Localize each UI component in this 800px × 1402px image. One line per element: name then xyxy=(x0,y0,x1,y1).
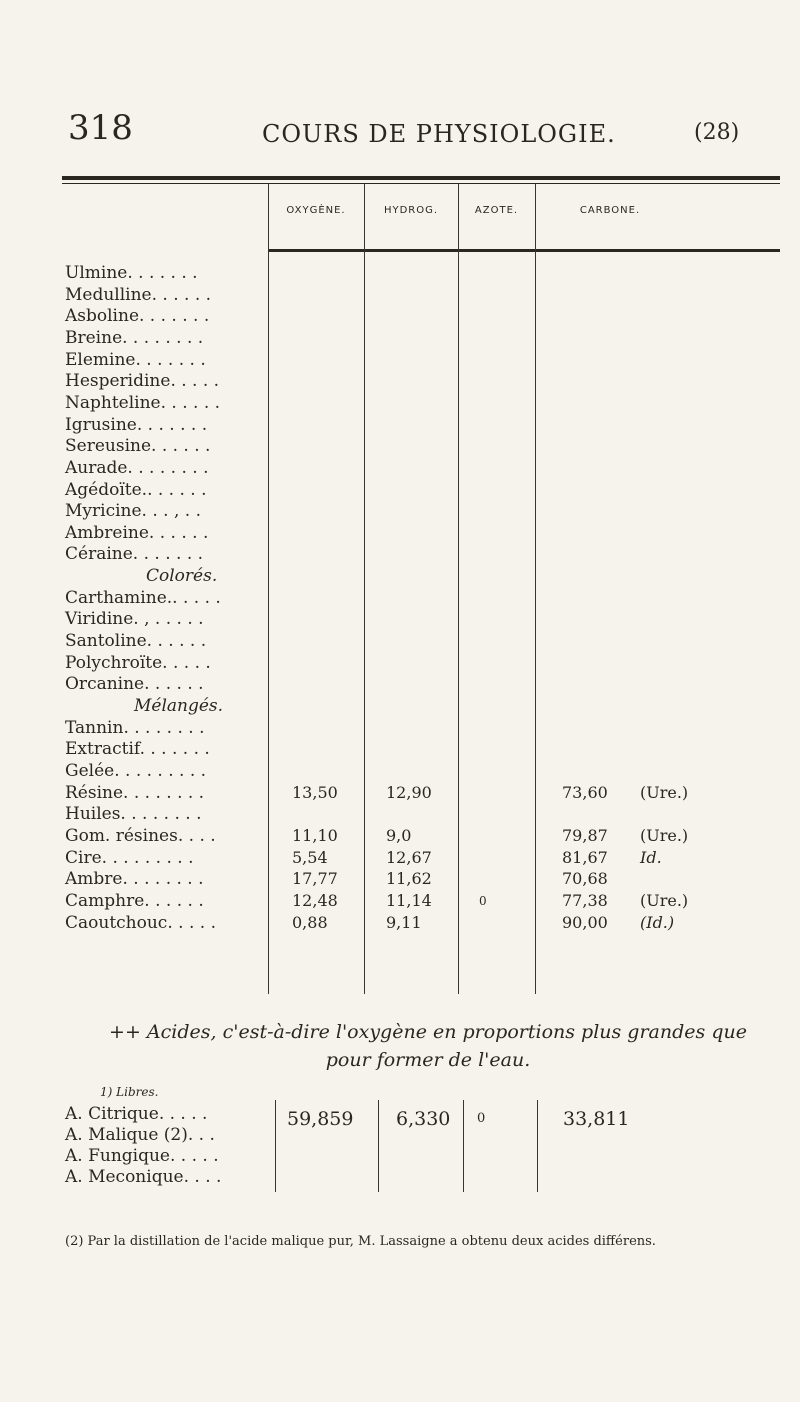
acids-oxygene: 59,859 xyxy=(287,1108,354,1130)
row-label: Céraine. . . . . . . xyxy=(65,544,204,565)
row-label: Asboline. . . . . . . xyxy=(65,306,210,327)
acids-heading-line1: Acides, c'est-à-dire l'oxygène en proportions plus grandes que xyxy=(146,1021,747,1043)
row-label: Carthamine.. . . . . xyxy=(65,587,221,608)
row-label: Polychroïte. . . . . xyxy=(65,652,211,673)
acids-azote: 0 xyxy=(477,1111,486,1126)
cell-source-note: (Id.) xyxy=(640,912,675,932)
row-label: Viridine. , . . . . . xyxy=(65,609,204,630)
acids-column-divider xyxy=(275,1100,276,1192)
page-header xyxy=(0,108,800,168)
acid-row: A. Fungique. . . . . xyxy=(65,1146,219,1166)
acids-column-divider xyxy=(378,1100,379,1192)
row-label: Résine. . . . . . . . xyxy=(65,782,205,803)
acid-row: A. Citrique. . . . . xyxy=(65,1104,208,1124)
row-label: Breine. . . . . . . . xyxy=(65,327,204,348)
column-header-azote: AZOTE. xyxy=(474,205,519,216)
acids-carbone: 33,811 xyxy=(563,1108,630,1130)
cell-carbone: 77,38 xyxy=(562,890,608,910)
cell-hydrogene: 11,62 xyxy=(386,869,432,889)
category-heading: Colorés. xyxy=(146,566,218,587)
acid-row: A. Malique (2). . . xyxy=(65,1125,215,1145)
row-label: Gom. résines. . . . xyxy=(65,825,216,846)
cell-source-note: (Ure.) xyxy=(640,890,689,910)
row-label: Naphteline. . . . . . xyxy=(65,392,221,413)
cell-oxygene: 17,77 xyxy=(292,869,338,889)
row-label: Gelée. . . . . . . . . xyxy=(65,760,207,781)
row-label: Elemine. . . . . . . xyxy=(65,349,206,370)
cell-hydrogene: 9,11 xyxy=(386,912,422,932)
row-label: Santoline. . . . . . xyxy=(65,631,207,652)
row-label: Caoutchouc. . . . . xyxy=(65,912,216,933)
row-label: Hesperidine. . . . . xyxy=(65,371,220,392)
acids-mark: ++ xyxy=(109,1021,141,1043)
column-divider xyxy=(268,184,269,994)
column-divider xyxy=(458,184,459,994)
column-header-carbone: CARBONE. xyxy=(579,205,641,216)
category-heading: Mélangés. xyxy=(134,696,224,716)
row-label: Camphre. . . . . . xyxy=(65,890,204,911)
row-label: Igrusine. . . . . . . xyxy=(65,414,208,435)
cell-oxygene: 5,54 xyxy=(292,847,328,867)
footnote: (2) Par la distillation de l'acide malique pur, M. Lassaigne a obtenu deux acides différens. xyxy=(65,1234,656,1249)
cell-carbone: 73,60 xyxy=(562,782,608,802)
acids-column-divider xyxy=(537,1100,538,1192)
cell-hydrogene: 11,14 xyxy=(386,890,432,910)
cell-hydrogene: 9,0 xyxy=(386,825,412,845)
column-divider xyxy=(364,184,365,994)
row-label: Aurade. . . . . . . . xyxy=(65,457,209,478)
cell-carbone: 79,87 xyxy=(562,825,608,845)
row-label: Extractif. . . . . . . xyxy=(65,739,210,760)
row-label: Sereusine. . . . . . xyxy=(65,436,211,457)
row-label: Ambreine. . . . . . xyxy=(65,522,209,543)
cell-carbone: 90,00 xyxy=(562,912,608,932)
cell-azote: 0 xyxy=(479,893,487,908)
cell-oxygene: 13,50 xyxy=(292,782,338,802)
top-rule xyxy=(62,176,780,180)
top-rule-thin xyxy=(62,183,780,184)
row-label: Medulline. . . . . . xyxy=(65,284,212,305)
cell-source-note: Id. xyxy=(640,847,662,867)
cell-hydrogene: 12,90 xyxy=(386,782,432,802)
cell-oxygene: 11,10 xyxy=(292,825,338,845)
row-label: Ulmine. . . . . . . xyxy=(65,263,198,283)
column-divider xyxy=(535,184,536,994)
section-number: (28) xyxy=(694,120,740,145)
acids-heading xyxy=(68,1018,788,1074)
acids-heading-line2: pour former de l'eau. xyxy=(325,1049,531,1071)
cell-carbone: 70,68 xyxy=(562,869,608,889)
cell-source-note: (Ure.) xyxy=(640,825,689,845)
row-label: Myricine. . . , . . xyxy=(65,501,201,522)
header-rule xyxy=(268,249,780,252)
page-number: 318 xyxy=(68,108,133,148)
cell-source-note: (Ure.) xyxy=(640,782,689,802)
cell-carbone: 81,67 xyxy=(562,847,608,867)
row-label: Huiles. . . . . . . . xyxy=(65,804,202,825)
column-header-oxygene: OXYGÈNE. xyxy=(286,205,346,216)
acids-column-divider xyxy=(463,1100,464,1192)
running-title: COURS DE PHYSIOLOGIE. xyxy=(262,120,616,148)
cell-oxygene: 0,88 xyxy=(292,912,328,932)
row-label: Cire. . . . . . . . . xyxy=(65,847,194,868)
acids-subheading-text: 1) Libres. xyxy=(100,1085,159,1099)
row-label: Agédoïte.. . . . . . xyxy=(65,479,207,500)
acids-subheading xyxy=(100,1085,158,1099)
column-header-hydrogene: HYDROG. xyxy=(383,205,439,216)
row-label: Ambre. . . . . . . . xyxy=(65,869,204,890)
row-label: Tannin. . . . . . . . xyxy=(65,717,205,738)
acids-hydrogene: 6,330 xyxy=(396,1108,451,1130)
acid-row: A. Meconique. . . . xyxy=(65,1167,222,1187)
cell-oxygene: 12,48 xyxy=(292,890,338,910)
cell-hydrogene: 12,67 xyxy=(386,847,432,867)
row-label: Orcanine. . . . . . xyxy=(65,674,204,695)
